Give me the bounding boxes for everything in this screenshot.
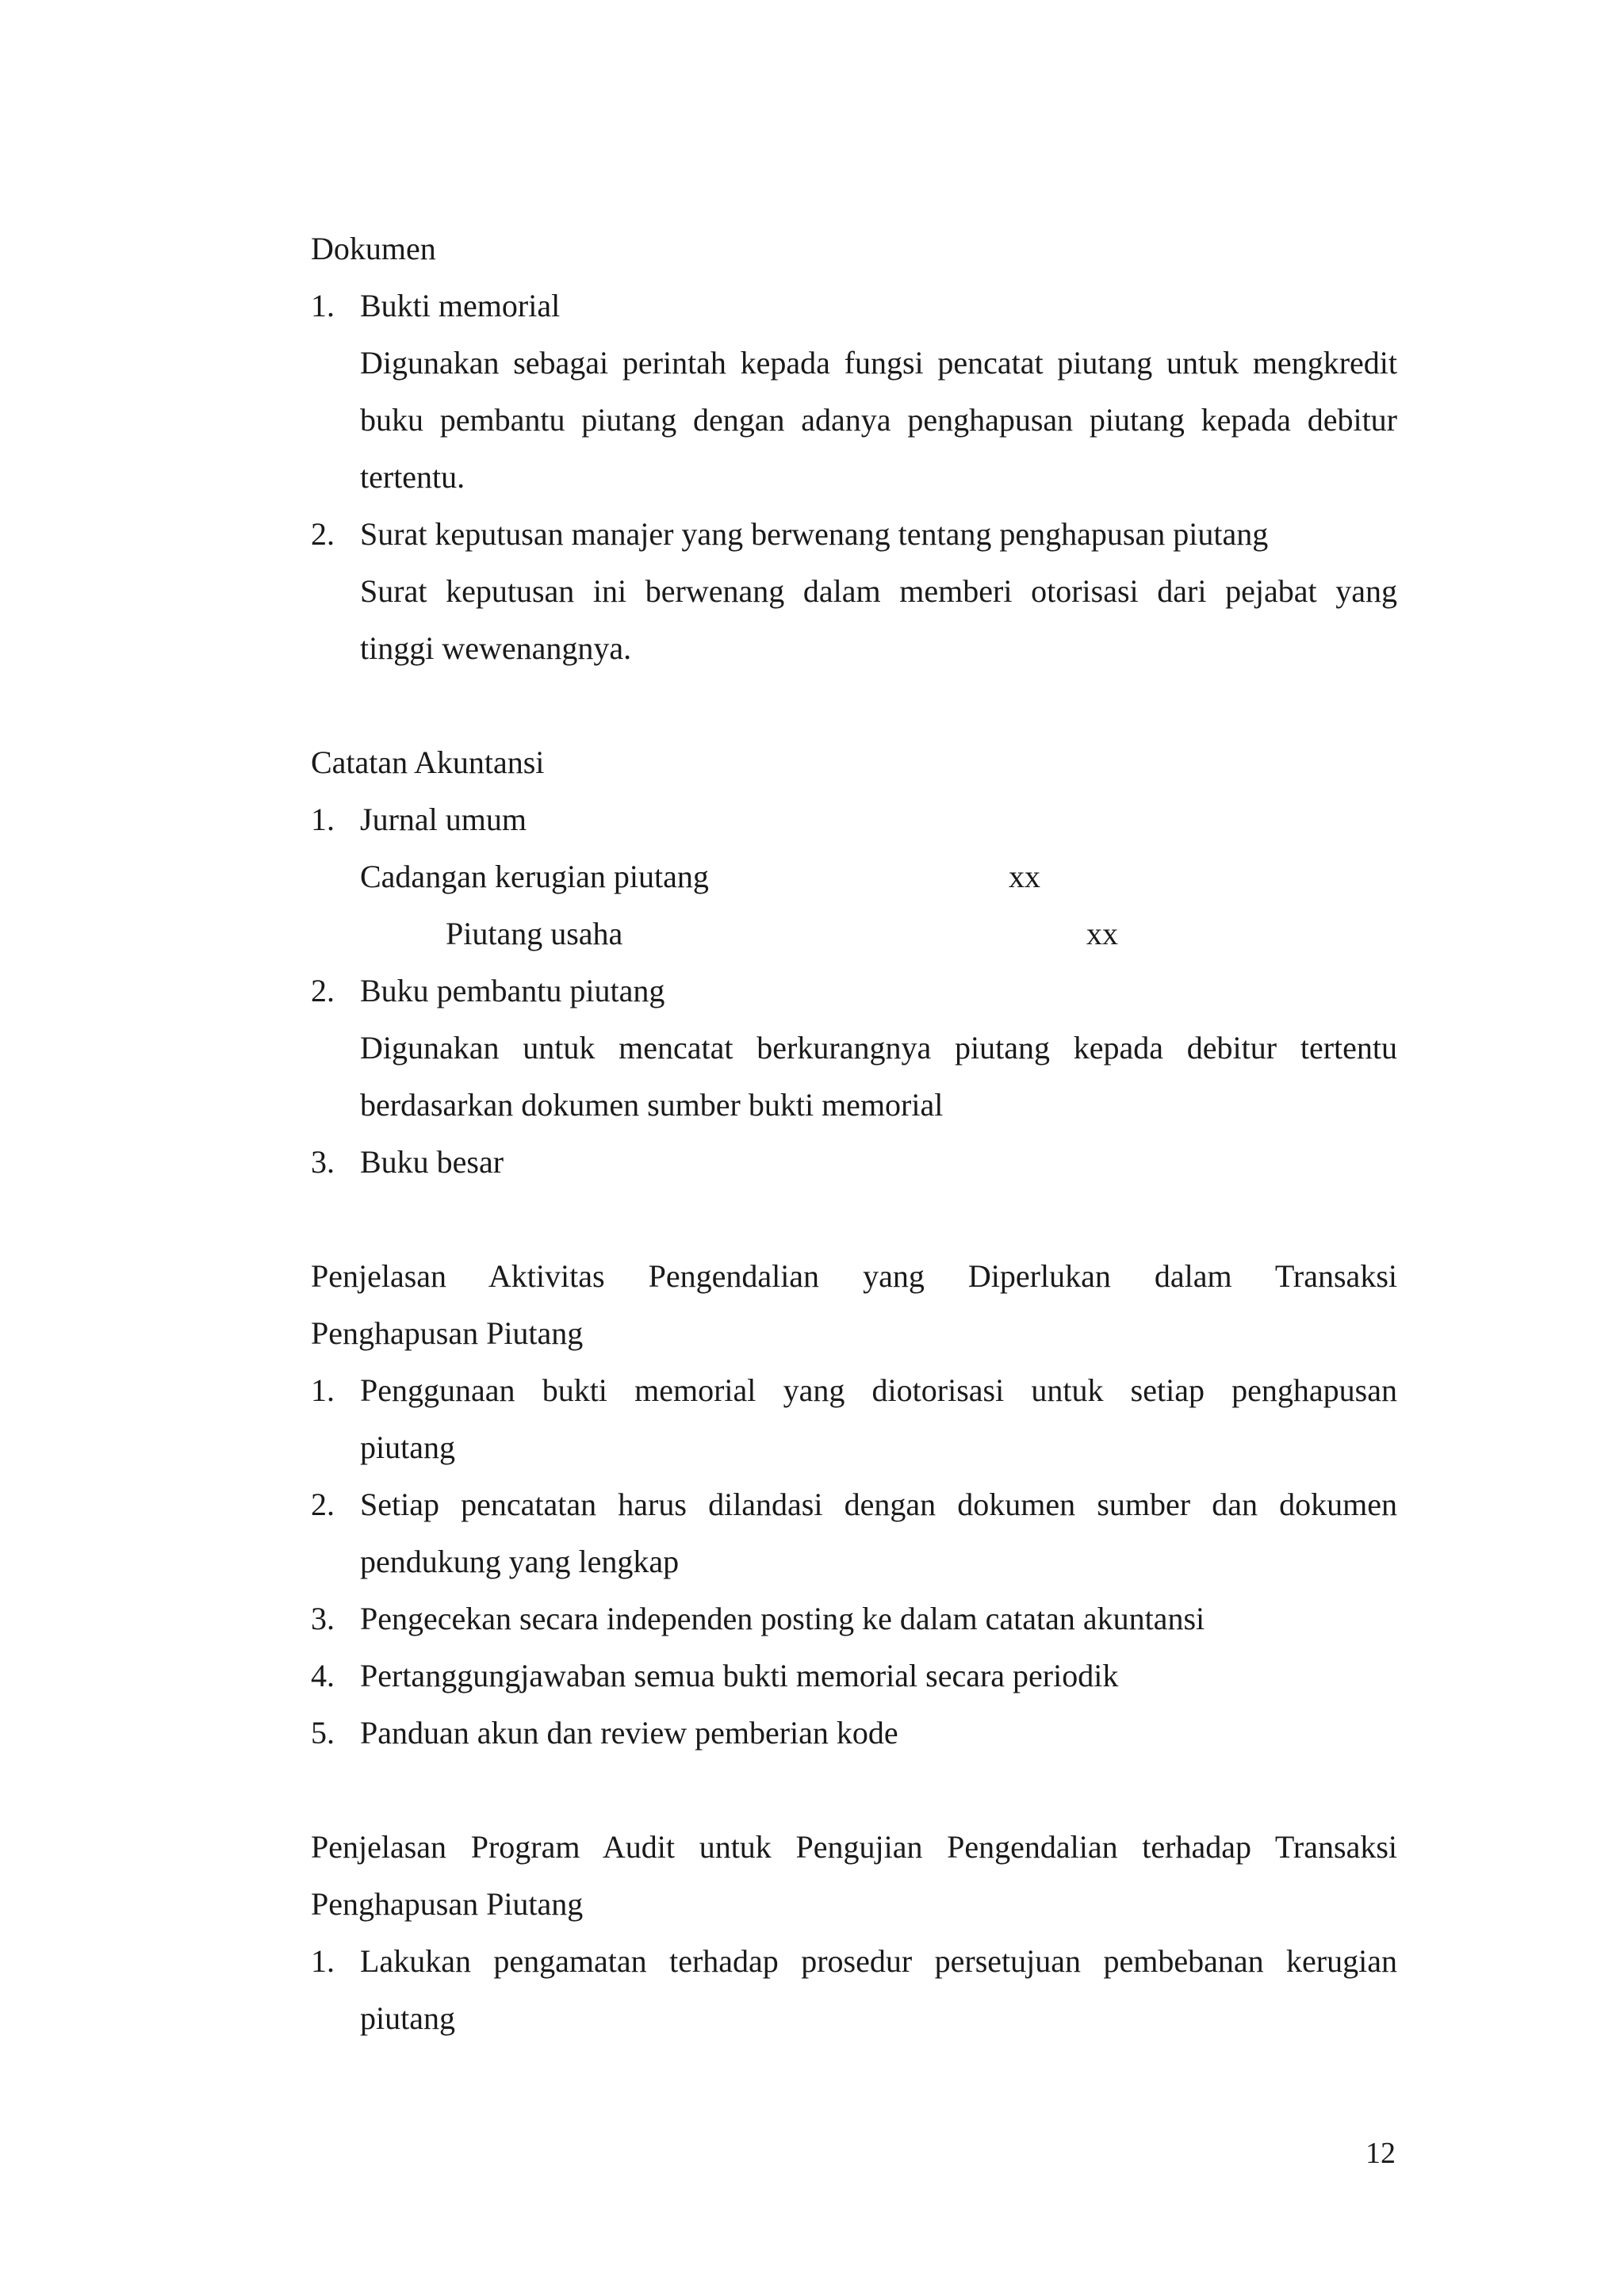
list-item-text: Panduan akun dan review pemberian kode xyxy=(360,1715,898,1751)
journal-credit-account: Piutang usaha xyxy=(446,916,623,951)
section-heading-program: Penjelasan Program Audit untuk Pengujian Pengendalian terhadap Transaksi xyxy=(311,1829,1397,1865)
journal-debit-amount: xx xyxy=(1009,859,1040,894)
list-item-title: Buku pembantu piutang xyxy=(360,973,665,1008)
page-number: 12 xyxy=(1365,2137,1396,2170)
section-heading-program-cont: Penghapusan Piutang xyxy=(311,1886,584,1922)
list-item-text: piutang xyxy=(360,2000,455,2036)
list-number: 5. xyxy=(311,1715,335,1751)
list-item-title: Buku besar xyxy=(360,1144,504,1180)
list-item-description: Surat keputusan ini berwenang dalam memberi otorisasi dari pejabat yang xyxy=(360,573,1397,609)
list-item-text: pendukung yang lengkap xyxy=(360,1544,680,1579)
list-item-description: Digunakan untuk mencatat berkurangnya piutang kepada debitur tertentu xyxy=(360,1030,1397,1066)
list-number: 2. xyxy=(311,973,335,1008)
section-heading-catatan: Catatan Akuntansi xyxy=(311,744,545,780)
list-number: 1. xyxy=(311,288,335,323)
section-heading-dokumen: Dokumen xyxy=(311,231,436,266)
list-number: 2. xyxy=(311,516,335,552)
list-item-text: Pertanggungjawaban semua bukti memorial secara periodik xyxy=(360,1658,1119,1693)
list-number: 1. xyxy=(311,802,335,837)
section-heading-aktivitas: Penjelasan Aktivitas Pengendalian yang Diperlukan dalam Transaksi xyxy=(311,1258,1397,1294)
list-item-text: piutang xyxy=(360,1429,455,1465)
list-item-text: Lakukan pengamatan terhadap prosedur persetujuan pembebanan kerugian xyxy=(360,1943,1397,1979)
section-heading-aktivitas-cont: Penghapusan Piutang xyxy=(311,1315,584,1351)
list-item-description: tertentu. xyxy=(360,459,465,495)
list-item-description: Digunakan sebagai perintah kepada fungsi pencatat piutang untuk mengkredit xyxy=(360,345,1397,381)
list-item-title: Jurnal umum xyxy=(360,802,527,837)
list-item-title: Surat keputusan manajer yang berwenang tentang penghapusan piutang xyxy=(360,516,1269,552)
list-number: 3. xyxy=(311,1601,335,1636)
list-number: 2. xyxy=(311,1487,335,1522)
list-number: 1. xyxy=(311,1943,335,1979)
list-item-title: Bukti memorial xyxy=(360,288,561,323)
list-item-description: buku pembantu piutang dengan adanya penghapusan piutang kepada debitur xyxy=(360,402,1397,438)
list-number: 3. xyxy=(311,1144,335,1180)
journal-debit-account: Cadangan kerugian piutang xyxy=(360,859,709,894)
journal-credit-amount: xx xyxy=(1086,916,1118,951)
list-item-description: berdasarkan dokumen sumber bukti memorial xyxy=(360,1087,944,1123)
list-number: 1. xyxy=(311,1372,335,1408)
list-item-text: Penggunaan bukti memorial yang diotorisasi untuk setiap penghapusan xyxy=(360,1372,1397,1408)
list-item-text: Setiap pencatatan harus dilandasi dengan dokumen sumber dan dokumen xyxy=(360,1487,1397,1522)
list-item-description: tinggi wewenangnya. xyxy=(360,630,632,666)
list-item-text: Pengecekan secara independen posting ke dalam catatan akuntansi xyxy=(360,1601,1205,1636)
list-number: 4. xyxy=(311,1658,335,1693)
